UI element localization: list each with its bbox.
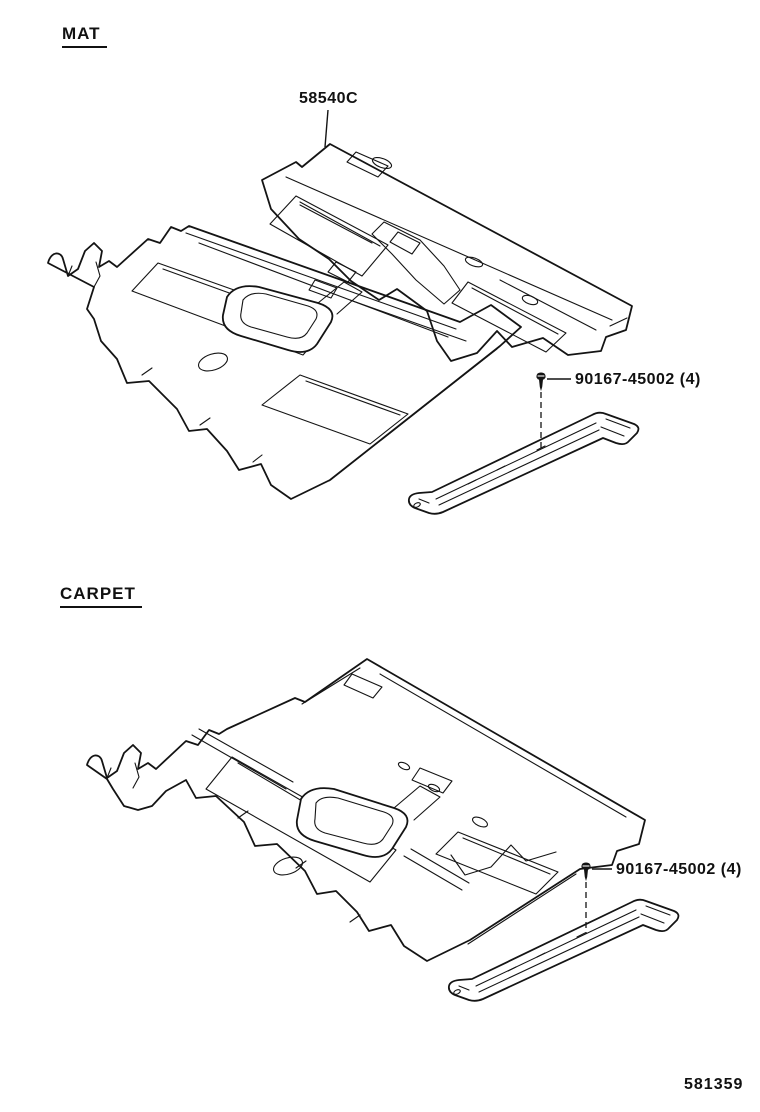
carpet-outline [87,659,645,961]
carpet-section-heading: CARPET [60,584,142,608]
front-mat-outline [48,226,521,499]
mat-section-heading: MAT [62,24,107,48]
part-callout-leader-58540c [325,110,328,147]
part-label-58540c: 58540C [299,90,359,107]
sill-plate-mat [409,413,639,514]
part-label-screw-mat: 90167-45002 (4) [575,371,701,388]
screw-icon [536,373,545,392]
screw-icon [581,863,590,882]
mat-drawing [48,110,638,514]
carpet-drawing [87,659,678,1001]
figure-number: 581359 [684,1076,744,1093]
part-label-screw-carpet: 90167-45002 (4) [616,861,742,878]
sill-plate-carpet [449,900,679,1001]
